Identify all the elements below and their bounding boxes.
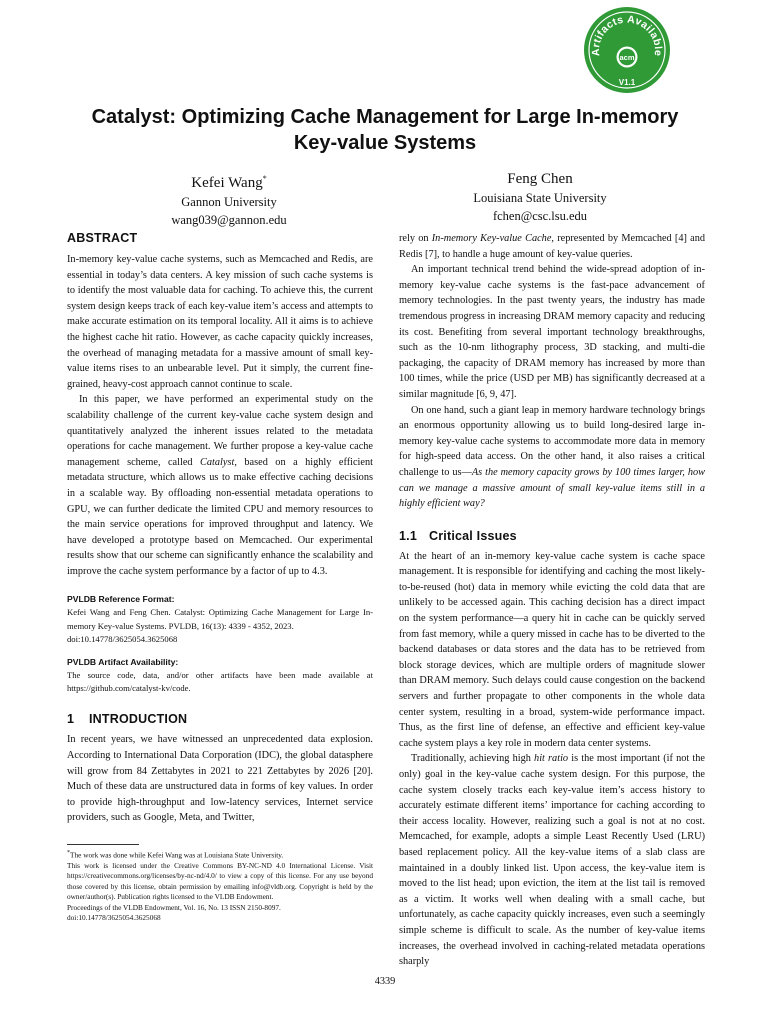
pvldb-artifact-text: The source code, data, and/or other artifacts have been made available at https://github.com/catalyst-kv/code. xyxy=(67,670,373,694)
footnote-doi: doi:10.14778/3625054.3625068 xyxy=(67,912,161,922)
badge-version: V1.1 xyxy=(618,78,636,87)
footnote-license: This work is licensed under the Creative Commons BY-NC-ND 4.0 International License. Visit https://creativecommons.org/licenses/by-nc-nd/4.0/ to view a copy of this license. For any use beyond those covered by this license, obtain permission by emailing info@vldb.org. Copyright is held by the owner/author(s). Publication rights licensed to the VLDB Endowment. xyxy=(67,860,373,902)
introduction-paragraph-2: An important technical trend behind the wide-spread adoption of in-memory key-value cache systems is the fast-pace advancement of memory technologies. In the past twenty years, the industry has made tremendous progress in increasing DRAM memory capacity and reducing its cost. Benefiting from several important technology breakthroughs, such as the 10-nm lithography process, 3D stacking, and multi-die packaging, the capacity of DRAM memory has increased by more than 100 times, while the price (USD per MB) has significantly decreased at a similar magnitude [6, 9, 47]. xyxy=(399,264,705,400)
page-number: 4339 xyxy=(374,976,396,987)
author-block-1 xyxy=(79,169,379,229)
critical-issues-heading: 1.1 Critical Issues xyxy=(399,528,517,543)
abstract-paragraph-2: In this paper, we have performed an experimental study on the scalability challenge of the current key-value cache system design and quantitatively analyzed the inherent issues related to the metadata operations for cache management. We further propose a key-value cache management scheme, called Catalyst, based on a highly efficient metadata structure, which allows us to make effective caching decisions in a scalable way. By offloading non-essential metadata operations to GPU, we can further dedicate the limited CPU and memory resources to the main service operations for improved throughput and latency. We have developed a prototype based on Memcached. Our experimental results show that our scheme can significantly enhance the scalability and improve the cache system performance by a factor of up to 4.3. xyxy=(67,394,373,577)
footnote-rule xyxy=(67,844,139,845)
author-block-2 xyxy=(390,169,690,225)
right-column xyxy=(399,231,705,970)
author-email: wang039@gannon.edu xyxy=(171,213,287,227)
footnote-proceedings: Proceedings of the VLDB Endowment, Vol. 16, No. 13 ISSN 2150-8097. xyxy=(67,902,281,912)
pvldb-reference-heading: PVLDB Reference Format: xyxy=(67,594,175,605)
left-column xyxy=(67,230,373,923)
badge-arc-text: Artifacts Available xyxy=(589,13,665,57)
introduction-paragraph-3: On one hand, such a giant leap in memory hardware technology brings an enormous opportunity allowing us to build long-desired large in-memory key-value cache systems to accommodate more data in memory for high-speed data access. On the other hand, it also raises a critical challenge to us—As the memory capacity grows by 100 times larger, how can we manage a massive amount of small key-value items still in a highly efficient way? xyxy=(399,404,705,510)
pvldb-reference-doi: doi:10.14778/3625054.3625068 xyxy=(67,633,178,644)
introduction-heading: 1 INTRODUCTION xyxy=(67,712,188,727)
pvldb-artifact-heading: PVLDB Artifact Availability: xyxy=(67,657,179,668)
introduction-paragraph-1-continued: rely on In-memory Key-value Cache, represented by Memcached [4] and Redis [7], to handle a huge amount of key-value queries. xyxy=(399,233,705,260)
critical-issues-paragraph-2: Traditionally, achieving high hit ratio is the most important (if not the only) goal in the key-value cache system design. For this purpose, the cache system closely tracks each key-value item’s access history to accurately estimate different items’ importance for caching according to their access locality. However, realizing such a goal is not at no cost. Memcached, for example, adopts a simple Least Recently Used (LRU) based replacement policy. All the key-value items of a slab class are maintained in a doubly linked list. Upon access, the key-value item is moved to the list head; upon eviction, the item at the list tail is removed as a victim. It works well when dealing with a small cache, but unfortunately, as cache capacity quickly increases, even such a seemingly simple scheme is difficult to scale. As the number of key-value items increases, the overhead involved in caching-related metadata operations sharply xyxy=(399,753,705,968)
acm-logo-text: acm xyxy=(619,53,635,62)
paper-title xyxy=(40,104,730,156)
pvldb-reference-text: Kefei Wang and Feng Chen. Catalyst: Optimizing Cache Management for Large In-memory Key-value Systems. PVLDB, 16(13): 4339 - 4352, 2023. xyxy=(67,607,373,631)
author-affiliation: Louisiana State University xyxy=(473,191,607,205)
author-name: Feng Chen xyxy=(507,171,573,187)
paper-title-line-1: Catalyst: Optimizing Cache Management for Large In-memory xyxy=(91,106,679,128)
author-email: fchen@csc.lsu.edu xyxy=(492,209,588,223)
artifacts-available-badge xyxy=(583,6,671,94)
critical-issues-paragraph-1: At the heart of an in-memory key-value cache system is cache space management. It is responsible for identifying and caching the most likely-to-be-reused (hot) data in memory while evicting the cold data that are unlikely to be accessed again. This caching decision has a direct impact on the system performance—a query hit in cache can be quickly served from fast memory, while a query missed in cache has to be diverted to the backend databases or data stores and the data has to be retrieved from block storage devices, which are multiple orders of magnitude slower than DRAM memory. Such delays could cause congestion on the backend servers and further propagate to other components in the whole data center system, resulting in a broad, system-wide performance impact. Thus, as the first line of defense, an effective and efficient key-value cache system plays a key role in modern data center systems. xyxy=(399,550,705,749)
author-footnote-mark: * xyxy=(262,174,267,183)
author-affiliation: Gannon University xyxy=(181,195,277,209)
introduction-paragraph-1: In recent years, we have witnessed an unprecedented data explosion. According to International Data Corporation (IDC), the global datasphere will grow from 84 Zettabytes in 2021 to 221 Zettabytes by 2026 [20]. Much of these data are unstructured data in forms of key values. In order to provide high-throughput and low-latency services, Internet service providers, such as Google, Meta, and Twitter, xyxy=(67,734,373,824)
abstract-heading: ABSTRACT xyxy=(67,231,138,245)
footnote-work-note: *The work was done while Kefei Wang was at Louisiana State University. xyxy=(67,850,284,860)
abstract-paragraph-1: In-memory key-value cache systems, such as Memcached and Redis, are essential in today’s data centers. A key mission of such cache systems is to identify the most valuable data for caching. To achieve this, the current system design keeps track of each key-value item’s access and attempts to make accurate estimation on its temporal locality. All it aims is to achieve the highest cache hit ratio. However, as cache capacity quickly increases, the overhead of managing metadata for a massive amount of small key-value items rises to an unbearable level. Put it simply, the current fine-grained, heavy-cost approach cannot continue to scale. xyxy=(67,254,373,390)
paper-title-line-2: Key-value Systems xyxy=(293,132,477,154)
author-name: Kefei Wang xyxy=(191,175,263,191)
